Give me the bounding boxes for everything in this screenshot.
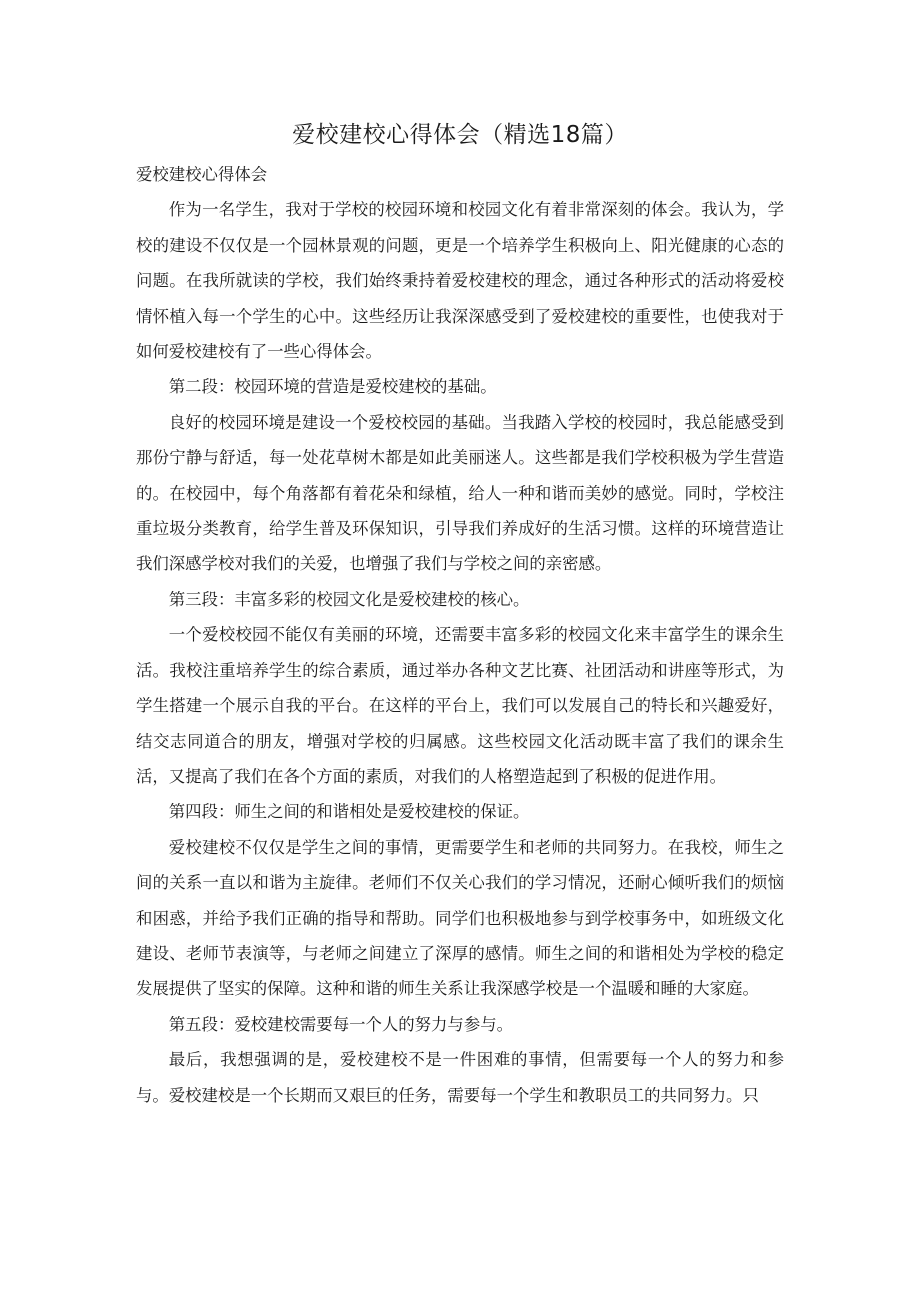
section-heading-3: 第三段：丰富多彩的校园文化是爱校建校的核心。 [168,589,530,609]
paragraph-conclusion: 最后，我想强调的是，爱校建校不是一件困难的事情，但需要每一个人的努力和参与。爱校建校是一个长期而又艰巨的任务，需要每一个学生和教职员工的共同努力。只 [136,1050,784,1105]
section-heading-4: 第四段：师生之间的和谐相处是爱校建校的保证。 [168,802,530,822]
section-heading-5: 第五段：爱校建校需要每一个人的努力与参与。 [168,1014,513,1034]
paragraph-environment: 良好的校园环境是建设一个爱校校园的基础。当我踏入学校的校园时，我总能感受到那份宁静与舒适，每一处花草树木都是如此美丽迷人。这些都是我们学校积极为学生营造的。在校园中，每个角落都有着花朵和绿植，给人一种和谐而美妙的感觉。同时，学校注重垃圾分类教育，给学生普及环保知识，引导我们养成好的生活习惯。这样的环境营造让我们深感学校对我们的关爱，也增强了我们与学校之间的亲密感。 [136,412,784,574]
paragraph-intro: 作为一名学生，我对于学校的校园环境和校园文化有着非常深刻的体会。我认为，学校的建设不仅仅是一个园林景观的问题，更是一个培养学生积极向上、阳光健康的心态的问题。在我所就读的学校，我们始终秉持着爱校建校的理念，通过各种形式的活动将爱校情怀植入每一个学生的心中。这些经历让我深深感受到了爱校建校的重要性，也使我对于如何爱校建校有了一些心得体会。 [136,200,784,362]
section-heading-2: 第二段：校园环境的营造是爱校建校的基础。 [168,377,497,397]
paragraph-culture: 一个爱校校园不能仅有美丽的环境，还需要丰富多彩的校园文化来丰富学生的课余生活。我校注重培养学生的综合素质，通过举办各种文艺比赛、社团活动和讲座等形式，为学生搭建一个展示自我的平台。在这样的平台上，我们可以发展自己的特长和兴趣爱好，结交志同道合的朋友，增强对学校的归属感。这些校园文化活动既丰富了我们的课余生活，又提高了我们在各个方面的素质，对我们的人格塑造起到了积极的促进作用。 [136,625,784,786]
document-title: 爱校建校心得体会（精选18篇） [292,122,628,148]
document-subtitle: 爱校建校心得体会 [136,165,268,184]
paragraph-teachers: 爱校建校不仅仅是学生之间的事情，更需要学生和老师的共同努力。在我校，师生之间的关系一直以和谐为主旋律。老师们不仅关心我们的学习情况，还耐心倾听我们的烦恼和困惑，并给予我们正确的指导和帮助。同学们也积极地参与到学校事务中，如班级文化建设、老师节表演等，与老师之间建立了深厚的感情。师生之间的和谐相处为学校的稳定发展提供了坚实的保障。这种和谐的师生关系让我深感学校是一个温暖和睡的大家庭。 [136,837,784,999]
document-body [136,157,784,1113]
